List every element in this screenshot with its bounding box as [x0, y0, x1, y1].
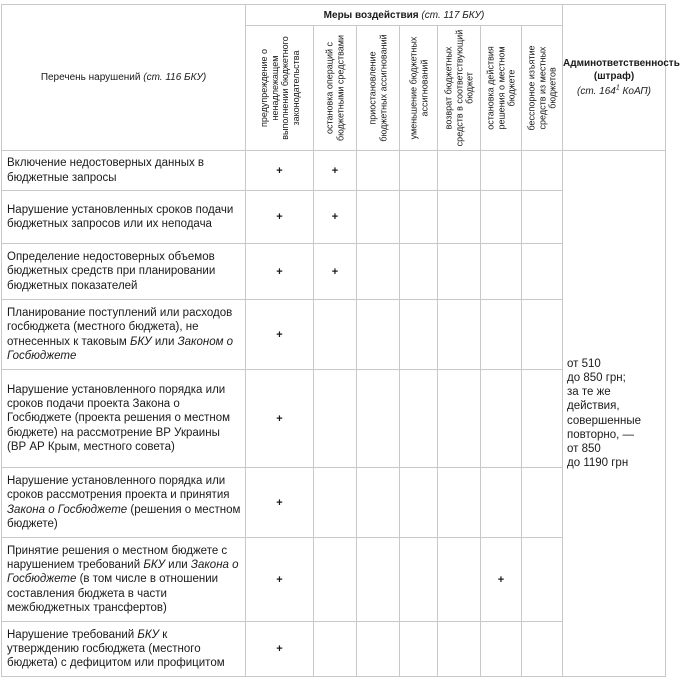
- violation-text: Закона о Госбюджете: [7, 503, 128, 516]
- violation-text: Нарушение установленных сроков подачи бюджетных запросов или их неподача: [7, 203, 234, 230]
- measure-header-label: уменьшение бюджетных ассигнований: [408, 36, 429, 140]
- violation-text: Принятие решения о местном бюджете с нарушением требований: [7, 544, 228, 572]
- measure-mark: +: [314, 244, 357, 300]
- measure-mark: [522, 622, 563, 677]
- measure-mark: +: [481, 538, 522, 622]
- measure-header: [481, 26, 522, 151]
- fine-line: действия,: [567, 400, 620, 413]
- violation-text: Планирование поступлений или расходов госбюджета (местного бюджета), не отнесенных к таковым: [7, 307, 233, 348]
- measure-mark: +: [246, 468, 314, 538]
- measure-mark: [438, 468, 481, 538]
- violation-text: Включение недостоверных данных в бюджетные запросы: [7, 157, 205, 184]
- measure-mark: [400, 191, 438, 244]
- measure-mark: [522, 300, 563, 370]
- violation-cell: [2, 191, 246, 244]
- measure-mark: [314, 468, 357, 538]
- measure-mark: [481, 300, 522, 370]
- measure-mark: +: [314, 191, 357, 244]
- measure-mark: [400, 244, 438, 300]
- fine-header: Админответственность (штраф) (ст. $164^1$ КоАП): [563, 5, 666, 151]
- violation-cell: [2, 151, 246, 191]
- measure-header: [246, 26, 314, 151]
- measure-mark: [481, 622, 522, 677]
- violations-table: [1, 4, 680, 677]
- measure-mark: [481, 468, 522, 538]
- measure-header: [400, 26, 438, 151]
- measure-mark: [314, 538, 357, 622]
- measure-mark: +: [246, 370, 314, 468]
- measure-header-label: бесспорное изъятие средств из местных бюджетов: [526, 45, 558, 131]
- violation-text: Определение недостоверных объемов бюджетных средств при планировании бюджетных показателей: [7, 251, 216, 292]
- measure-mark: [481, 244, 522, 300]
- violation-text: БКУ: [130, 335, 152, 348]
- measure-mark: +: [246, 622, 314, 677]
- violation-text: БКУ: [137, 628, 160, 641]
- violation-cell: [2, 468, 246, 538]
- measure-mark: [357, 622, 400, 677]
- measure-mark: [314, 622, 357, 677]
- violation-text: или: [164, 559, 191, 572]
- measure-mark: [400, 370, 438, 468]
- violation-text: Нарушение требований: [7, 628, 138, 641]
- measure-mark: [438, 370, 481, 468]
- measure-header-label: приостановление бюджетных ассигнований: [367, 34, 388, 142]
- measure-mark: +: [246, 151, 314, 191]
- measure-header: [357, 26, 400, 151]
- measure-mark: [357, 300, 400, 370]
- violation-text: Нарушение установленного порядка или сроков рассмотрения проекта и принятия: [7, 475, 230, 502]
- violation-text: Нарушение установленного порядка или сроков подачи проекта Закона о Госбюджете (проекта решения о местном бюджете) на рассмотрение ВР Украины (ВР АР Крым, местного совета): [7, 383, 231, 453]
- measure-mark: [357, 244, 400, 300]
- violations-header: Перечень нарушений (ст. 116 БКУ): [2, 5, 246, 151]
- fine-line: до 850 грн;: [567, 371, 626, 384]
- measure-mark: [522, 538, 563, 622]
- measure-mark: [400, 538, 438, 622]
- measure-mark: +: [246, 244, 314, 300]
- violation-text: Закона о Госбюджете: [7, 559, 239, 586]
- measure-header: [314, 26, 357, 151]
- measure-mark: +: [246, 191, 314, 244]
- measure-mark: [522, 370, 563, 468]
- measure-mark: [522, 468, 563, 538]
- measure-mark: [357, 370, 400, 468]
- measure-mark: [314, 370, 357, 468]
- measure-header-label: остановка операций с бюджетными средствами: [324, 34, 345, 142]
- measure-mark: [481, 191, 522, 244]
- measure-mark: +: [314, 151, 357, 191]
- measure-mark: [481, 151, 522, 191]
- violation-cell: [2, 300, 246, 370]
- measure-header-label: остановка действия решения о местном бюджете: [485, 46, 517, 130]
- measure-header-label: возврат бюджетных средств в соответствующий бюджет: [443, 29, 475, 147]
- measure-header: [438, 26, 481, 151]
- measure-mark: [400, 151, 438, 191]
- fine-line: повторно, —: [567, 428, 635, 441]
- measure-mark: [522, 244, 563, 300]
- measure-mark: [400, 468, 438, 538]
- fine-line: от 850: [567, 442, 601, 455]
- violation-text: БКУ: [143, 559, 165, 572]
- measure-mark: [522, 191, 563, 244]
- table-row: [2, 151, 666, 191]
- measure-mark: [438, 244, 481, 300]
- measure-header-label: предупреждение о ненадлежащем выполнении бюджетного законодательства: [258, 36, 300, 140]
- measure-mark: +: [246, 538, 314, 622]
- fine-line: до 1190 грн: [567, 457, 629, 470]
- fine-line: совершенные: [567, 414, 642, 427]
- violation-text: (в том числе в отношении составления бюджета в части межбюджетных трансфертов): [7, 573, 219, 614]
- measure-mark: [438, 622, 481, 677]
- measure-mark: [357, 151, 400, 191]
- fine-line: от 510: [567, 357, 601, 370]
- measure-mark: [314, 300, 357, 370]
- violation-cell: [2, 622, 246, 677]
- violation-text: или: [151, 335, 178, 348]
- measure-mark: [438, 191, 481, 244]
- measure-mark: [400, 622, 438, 677]
- measure-mark: [400, 300, 438, 370]
- violation-text: Законом о Госбюджете: [7, 335, 234, 362]
- violation-text: к утверждению госбюджета (местного бюджета) с дефицитом или профицитом: [7, 628, 225, 670]
- violation-cell: [2, 538, 246, 622]
- measure-mark: [357, 538, 400, 622]
- measures-header: Меры воздействия (ст. 117 БКУ): [246, 5, 563, 26]
- measure-mark: [438, 300, 481, 370]
- violation-cell: [2, 370, 246, 468]
- measure-mark: [438, 538, 481, 622]
- measure-mark: [481, 370, 522, 468]
- measure-header: [522, 26, 563, 151]
- measure-mark: [438, 151, 481, 191]
- fine-cell: [563, 151, 666, 677]
- measure-mark: [522, 151, 563, 191]
- fine-line: за те же: [567, 386, 611, 399]
- measure-mark: [357, 191, 400, 244]
- measure-mark: [357, 468, 400, 538]
- measure-mark: +: [246, 300, 314, 370]
- violation-cell: [2, 244, 246, 300]
- violation-text: (решения о местном бюджете): [7, 503, 241, 530]
